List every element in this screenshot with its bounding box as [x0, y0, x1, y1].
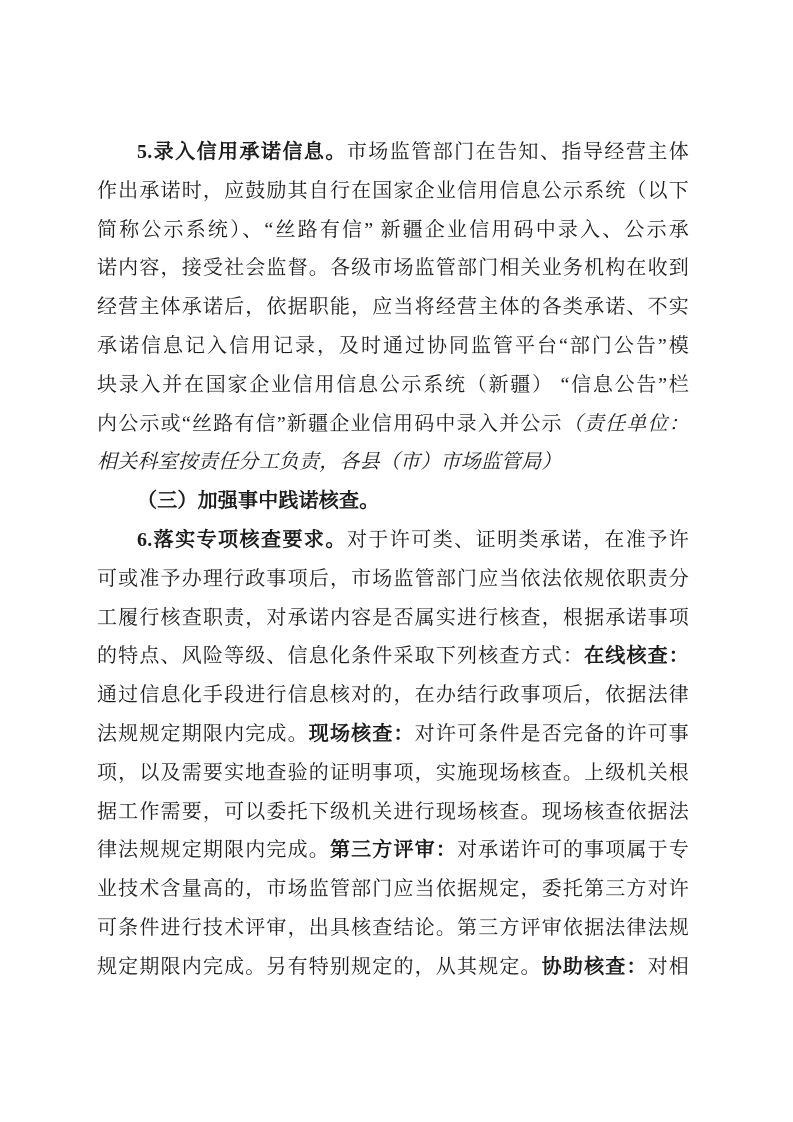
bold-run: 6.落实专项核查要求。: [137, 528, 347, 551]
paragraph-5-line: [97, 327, 689, 366]
text-run: 块录入并在国家企业信用信息公示系统（新疆） “信息公告”栏: [97, 373, 689, 396]
text-run: 律法规规定期限内完成。: [97, 839, 330, 862]
text-run: 工履行核查职责，对承诺内容是否属实进行核查，根据承诺事项: [97, 606, 689, 629]
section-heading: [97, 482, 689, 521]
paragraph-6-line: [97, 909, 689, 948]
text-run: 对相: [647, 955, 690, 978]
paragraph-6-line: [97, 793, 689, 832]
text-run: 据工作需要，可以委托下级机关进行现场核查。现场核查依据法: [97, 800, 689, 823]
text-run: 的特点、风险等级、信息化条件采取下列核查方式：: [97, 645, 585, 668]
text-run: 通过信息化手段进行信息核对的，在办结行政事项后，依据法律: [97, 684, 689, 707]
bold-run: 第三方评审：: [329, 839, 458, 862]
paragraph-6-line: [97, 831, 689, 870]
text-run: 可或准予办理行政事项后，市场监管部门应当依法依规依职责分: [97, 567, 689, 590]
paragraph-6-line: [97, 637, 689, 676]
text-run: 诺内容，接受社会监督。各级市场监管部门相关业务机构在收到: [97, 257, 689, 280]
paragraph-6-line: [97, 870, 689, 909]
text-run: 规定期限内完成。另有特别规定的，从其规定。: [97, 955, 542, 978]
paragraph-6-line: [97, 754, 689, 793]
text-run: 对承诺许可的事项属于专: [457, 839, 690, 862]
text-run: 对许可条件是否完备的许可事: [414, 722, 690, 745]
paragraph-5-line: [97, 172, 689, 211]
text-run: 项，以及需要实地查验的证明事项，实施现场核查。上级机关根: [97, 761, 689, 784]
paragraph-5-line: [97, 366, 689, 405]
paragraph-6-line: [97, 676, 689, 715]
paragraph-6-line: [97, 521, 689, 560]
text-run: 对于许可类、证明类承诺，在准予许: [346, 528, 689, 551]
paragraph-6-line: [97, 948, 689, 987]
text-run: 市场监管部门在告知、指导经营主体: [346, 141, 689, 163]
text-run: 简称公示系统）、“丝路有信” 新疆企业信用码中录入、公示承: [97, 218, 689, 241]
bold-run: 现场核查：: [308, 722, 415, 745]
bold-run: 在线核查：: [584, 645, 690, 668]
text-run: 业技术含量高的，市场监管部门应当依据规定，委托第三方对许: [97, 878, 689, 901]
bold-run: 5.录入信用承诺信息。: [137, 141, 347, 163]
bold-run: 协助核查：: [541, 955, 648, 978]
paragraph-5-line: [97, 211, 689, 250]
paragraph-5-line: [97, 249, 689, 288]
kaiti-run: 相关科室按责任分工负责，各县（市）市场监管局）: [97, 451, 562, 474]
paragraph-5-line: [97, 405, 689, 444]
bold-run: （三）加强事中践诺核查。: [137, 490, 380, 513]
paragraph-5-line: [97, 288, 689, 327]
text-run: 经营主体承诺后，依据职能，应当将经营主体的各类承诺、不实: [97, 296, 689, 319]
paragraph-6-line: [97, 599, 689, 638]
kaiti-run: （责任单位：: [562, 412, 689, 435]
text-run: 可条件进行技术评审，出具核查结论。第三方评审依据法律法规: [97, 916, 689, 939]
responsibility-unit-line: [97, 443, 689, 482]
text-run: 内公示或“丝路有信”新疆企业信用码中录入并公示: [97, 412, 563, 435]
text-run: 承诺信息记入信用记录，及时通过协同监管平台“部门公告”模: [97, 334, 689, 357]
text-run: 法规规定期限内完成。: [97, 722, 309, 745]
text-run: 作出承诺时，应鼓励其自行在国家企业信用信息公示系统（以下: [97, 179, 689, 202]
paragraph-6-line: [97, 560, 689, 599]
document-text-block: [97, 133, 689, 987]
paragraph-5-line: [97, 133, 689, 172]
paragraph-6-line: [97, 715, 689, 754]
